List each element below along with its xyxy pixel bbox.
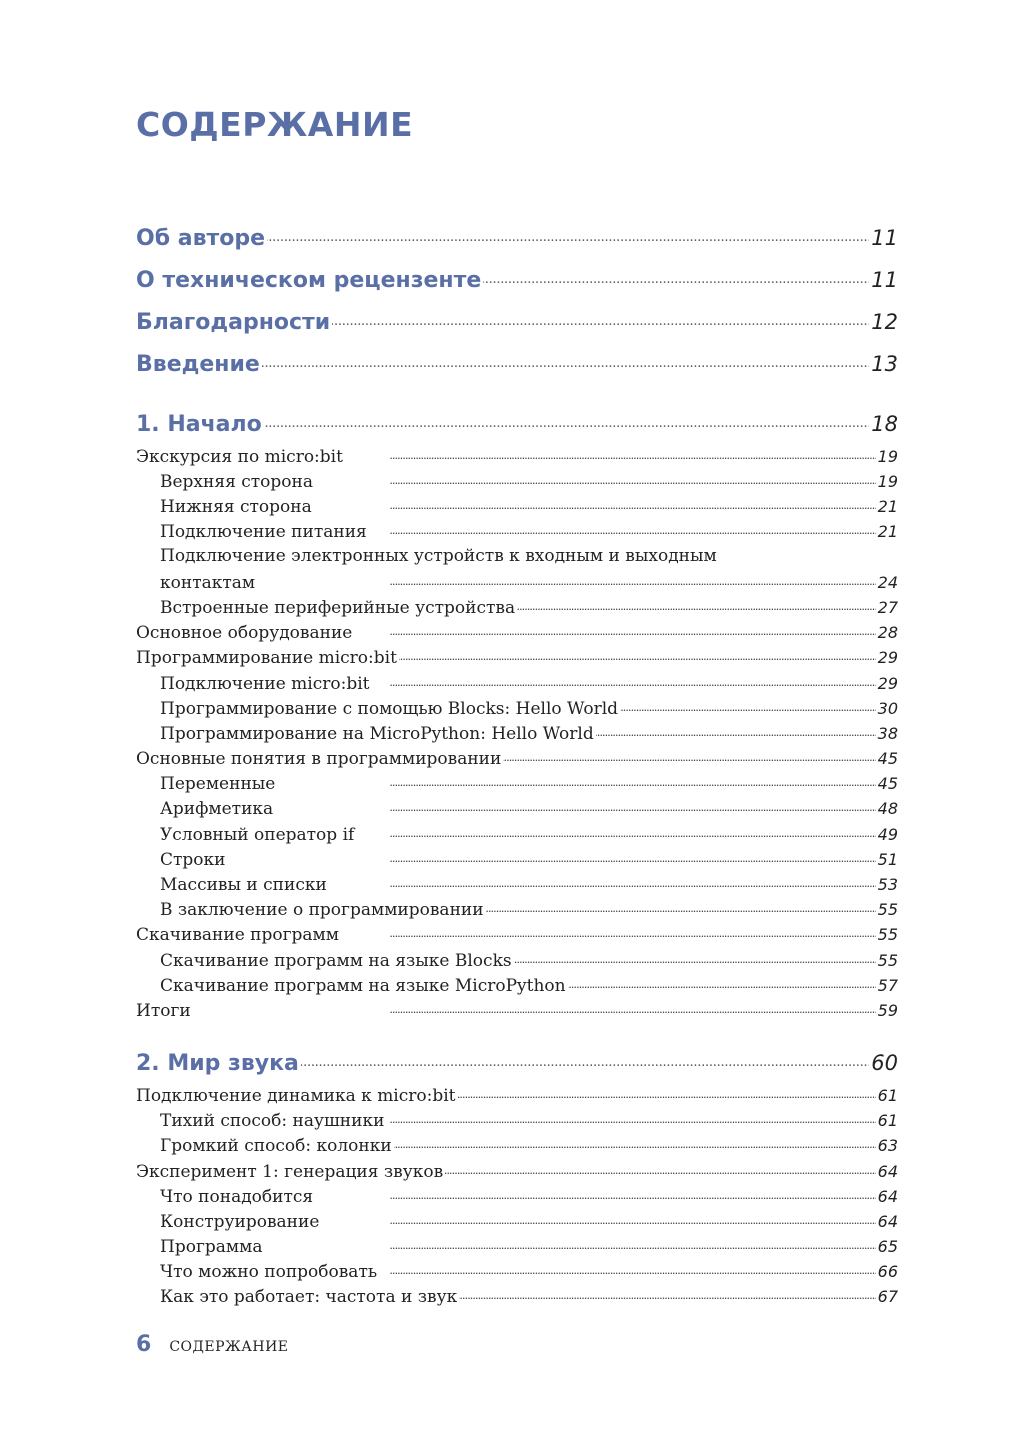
toc-entry-label: Скачивание программ	[136, 925, 339, 945]
toc-entry-page: 65	[877, 1237, 898, 1256]
toc-entry-label: Введение	[136, 352, 260, 377]
leader-dots	[228, 849, 876, 865]
toc-entry[interactable]	[136, 773, 898, 795]
toc-entry[interactable]	[136, 899, 898, 921]
page-title: СОДЕРЖАНИЕ	[136, 105, 414, 144]
running-title: СОДЕРЖАНИЕ	[169, 1339, 289, 1355]
toc-entry[interactable]	[136, 446, 898, 468]
leader-dots	[315, 471, 876, 487]
toc-entry-page: 67	[877, 1287, 898, 1306]
toc-entry-line2[interactable]	[136, 572, 898, 594]
toc-entry[interactable]	[136, 748, 898, 770]
toc-entry[interactable]	[136, 1211, 898, 1233]
toc-entry-line1[interactable]	[136, 546, 898, 568]
toc-entry-page: 59	[877, 1001, 898, 1020]
leader-dots	[321, 1211, 875, 1227]
toc-entry-label: контактам	[160, 573, 256, 593]
toc-entry[interactable]	[136, 1286, 898, 1308]
toc-entry-page: 11	[871, 268, 898, 292]
leader-dots	[620, 698, 876, 714]
toc-entry-label: Как это работает: частота и звук	[160, 1287, 458, 1307]
toc-entry-label: Программа	[160, 1237, 263, 1257]
toc-entry-label: Подключение micro:bit	[160, 674, 370, 694]
leader-dots	[379, 1261, 876, 1277]
toc-entry-label: Что понадобится	[160, 1187, 314, 1207]
toc-entry-label: Подключение электронных устройств к входным и выходным	[160, 546, 717, 566]
toc-entry-label: Благодарности	[136, 310, 331, 335]
chapter-title: 1. Начало	[136, 412, 262, 437]
toc-entry[interactable]	[136, 673, 898, 695]
leader-dots	[517, 597, 876, 613]
leader-dots	[399, 647, 876, 663]
toc-entry-label: Условный оператор if	[160, 825, 355, 845]
leader-dots	[356, 824, 875, 840]
leader-dots	[267, 223, 869, 245]
toc-entry-label: Программирование с помощью Blocks: Hello World	[160, 699, 619, 719]
toc-entry-label: Тихий способ: наушники	[160, 1111, 385, 1131]
leader-dots	[264, 409, 870, 431]
toc-entry-label: Нижняя сторона	[160, 497, 312, 517]
toc-entry[interactable]	[136, 1085, 898, 1107]
toc-entry-page: 24	[877, 573, 898, 592]
toc-entry-page: 30	[877, 699, 898, 718]
toc-entry-acknowledgements[interactable]	[136, 307, 898, 337]
toc-entry-label: Основные понятия в программировании	[136, 749, 502, 769]
toc-entry-page: 55	[877, 925, 898, 944]
toc-entry-page: 27	[877, 598, 898, 617]
toc-entry[interactable]	[136, 471, 898, 493]
toc-entry[interactable]	[136, 1161, 898, 1183]
leader-dots	[275, 798, 875, 814]
toc-entry-introduction[interactable]	[136, 349, 898, 379]
toc-entry[interactable]	[136, 849, 898, 871]
toc-entry[interactable]	[136, 874, 898, 896]
toc-entry[interactable]	[136, 824, 898, 846]
toc-entry-label: Строки	[160, 850, 226, 870]
leader-dots	[332, 307, 869, 329]
toc-entry-page: 38	[877, 724, 898, 743]
toc-entry-label: Встроенные периферийные устройства	[160, 598, 516, 618]
toc-entry-page: 11	[871, 226, 898, 250]
toc-entry-label: Эксперимент 1: генерация звуков	[136, 1162, 444, 1182]
toc-entry-label: О техническом рецензенте	[136, 268, 482, 293]
toc-entry-page: 49	[877, 825, 898, 844]
leader-dots	[314, 496, 876, 512]
toc-entry-page: 64	[877, 1212, 898, 1231]
page-footer	[136, 1332, 289, 1357]
leader-dots	[386, 1110, 875, 1126]
leader-dots	[568, 975, 876, 991]
toc-entry[interactable]	[136, 496, 898, 518]
toc-entry-page: 55	[877, 951, 898, 970]
leader-dots	[459, 1286, 875, 1302]
leader-dots	[354, 622, 875, 638]
toc-entry-page: 66	[877, 1262, 898, 1281]
leader-dots	[262, 349, 869, 371]
toc-entry-label: В заключение о программировании	[160, 900, 484, 920]
chapter-title: 2. Мир звука	[136, 1051, 299, 1076]
toc-entry[interactable]	[136, 597, 898, 619]
toc-entry-page: 61	[877, 1111, 898, 1130]
toc-entry-label: Подключение динамика к micro:bit	[136, 1086, 456, 1106]
toc-entry-tech-reviewer[interactable]	[136, 265, 898, 295]
leader-dots	[369, 521, 876, 537]
leader-dots	[514, 950, 876, 966]
toc-entry[interactable]	[136, 521, 898, 543]
toc-entry-page: 57	[877, 976, 898, 995]
toc-entry-about-author[interactable]	[136, 223, 898, 253]
toc-entry-page: 19	[877, 447, 898, 466]
toc-entry-page: 55	[877, 900, 898, 919]
toc-entry[interactable]	[136, 975, 898, 997]
leader-dots	[277, 773, 875, 789]
leader-dots	[257, 572, 876, 588]
toc-entry-label: Программирование на MicroPython: Hello World	[160, 724, 594, 744]
leader-dots	[329, 874, 876, 890]
toc-entry-page: 29	[877, 648, 898, 667]
toc-entry[interactable]	[136, 1000, 898, 1022]
toc-entry[interactable]	[136, 950, 898, 972]
leader-dots	[193, 1000, 876, 1016]
toc-entry[interactable]	[136, 1236, 898, 1258]
toc-entry-page: 12	[871, 310, 898, 334]
toc-entry-page: 21	[877, 497, 898, 516]
toc-entry-label: Верхняя сторона	[160, 472, 313, 492]
toc-entry-page: 63	[877, 1136, 898, 1155]
toc-entry-label: Переменные	[160, 774, 276, 794]
toc-entry-label: Скачивание программ на языке MicroPython	[160, 976, 566, 996]
toc-entry-label: Громкий способ: колонки	[160, 1136, 392, 1156]
toc-entry-label: Об авторе	[136, 226, 266, 251]
toc-entry[interactable]	[136, 723, 898, 745]
leader-dots	[315, 1186, 876, 1202]
leader-dots	[341, 924, 876, 940]
leader-dots	[372, 673, 876, 689]
toc-entry-label: Программирование micro:bit	[136, 648, 397, 668]
leader-dots	[486, 899, 876, 915]
toc-entry[interactable]	[136, 622, 898, 644]
toc-entry-page: 45	[877, 774, 898, 793]
toc-entry-label: Конструирование	[160, 1212, 320, 1232]
toc-entry-label: Подключение питания	[160, 522, 367, 542]
toc-entry-page: 64	[877, 1162, 898, 1181]
toc-entry[interactable]	[136, 798, 898, 820]
toc-entry[interactable]	[136, 1186, 898, 1208]
toc-entry-label: Арифметика	[160, 799, 274, 819]
toc-entry-label: Скачивание программ на языке Blocks	[160, 951, 512, 971]
toc-entry-page: 64	[877, 1187, 898, 1206]
chapter-page: 60	[871, 1051, 898, 1075]
toc-entry-page: 48	[877, 799, 898, 818]
leader-dots	[483, 265, 869, 287]
toc-chapter-2[interactable]	[136, 1048, 898, 1078]
leader-dots	[301, 1048, 869, 1070]
leader-dots	[458, 1085, 876, 1101]
toc-entry[interactable]	[136, 924, 898, 946]
toc-entry[interactable]	[136, 1135, 898, 1157]
toc-entry[interactable]	[136, 1110, 898, 1132]
toc-entry-page: 45	[877, 749, 898, 768]
toc-entry-page: 28	[877, 623, 898, 642]
toc-entry-page: 21	[877, 522, 898, 541]
leader-dots	[264, 1236, 875, 1252]
leader-dots	[345, 446, 876, 462]
toc-entry[interactable]	[136, 647, 898, 669]
page-number: 6	[136, 1332, 152, 1357]
toc-entry-label: Основное оборудование	[136, 623, 353, 643]
leader-dots	[394, 1135, 876, 1151]
toc-entry-page: 51	[877, 850, 898, 869]
toc-entry-page: 53	[877, 875, 898, 894]
toc-entry[interactable]	[136, 698, 898, 720]
toc-entry-label: Массивы и списки	[160, 875, 327, 895]
toc-chapter-1[interactable]	[136, 409, 898, 439]
toc-entry-label: Экскурсия по micro:bit	[136, 447, 343, 467]
leader-dots	[596, 723, 876, 739]
toc-entry-page: 29	[877, 674, 898, 693]
toc-entry-label: Что можно попробовать	[160, 1262, 378, 1282]
toc-entry-page: 61	[877, 1086, 898, 1105]
chapter-page: 18	[871, 412, 898, 436]
toc-entry-page: 19	[877, 472, 898, 491]
leader-dots	[503, 748, 875, 764]
toc-entry-page: 13	[871, 352, 898, 376]
toc-entry-label: Итоги	[136, 1001, 191, 1021]
toc-entry[interactable]	[136, 1261, 898, 1283]
leader-dots	[445, 1161, 875, 1177]
